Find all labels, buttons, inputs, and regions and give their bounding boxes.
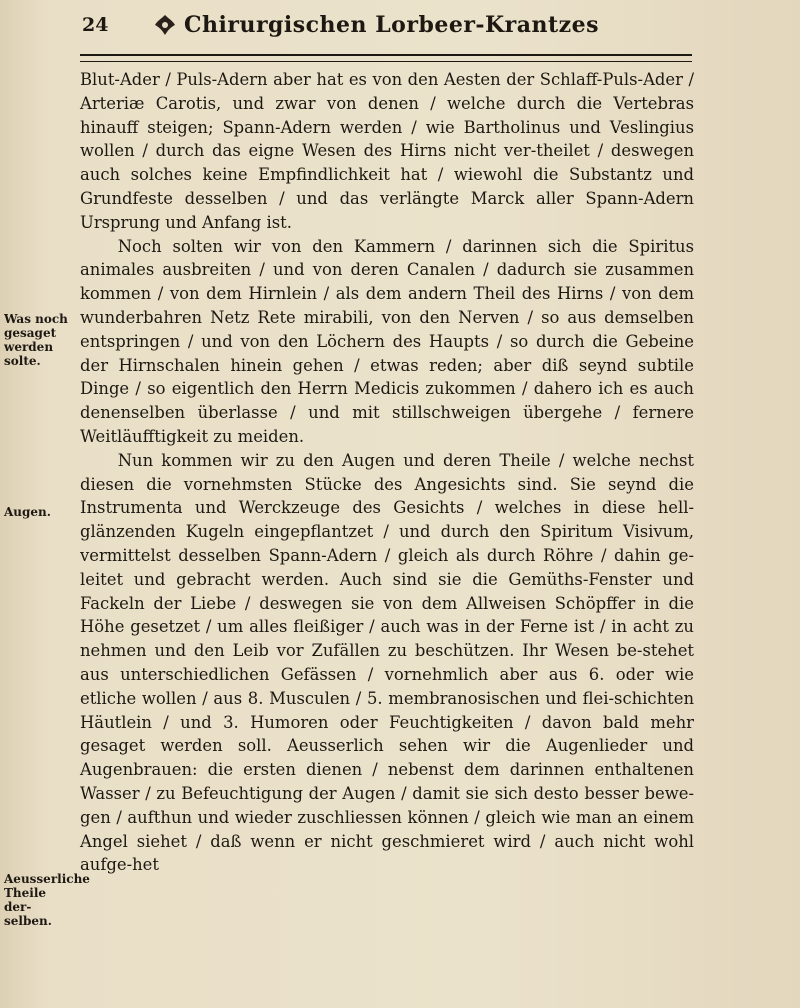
margin-note-augen: Augen. [4,505,51,519]
paragraph-kammern: Noch solten wir von den Kammern / darinnen sich die Spiritus animales ausbreiten / und von deren Canalen / dadurch sie zusammen kommen / von dem Hirnlein / als dem andern Theil des Hirns / von dem wunderbahren Netz Rete mirabili, von den Nerven / so aus demselben entspringen / und von den Löchern des Haupts / so durch die Gebeine der Hirnschalen hinein gehen / etwas reden; aber diß seynd subtile Dinge / so eigentlich den Herrn Medicis zukommen / dahero ich es auch denenselben überlasse / und mit stillschweigen übergehe / fernere Weitläufftigkeit zu meiden. [80,236,694,446]
paragraph-blut-ader: Blut-Ader / Puls-Adern aber hat es von den Aesten der Schlaff-Puls-Ader / Arteriæ Carotis, und zwar von denen / welche durch die Vertebras hinauff steigen; Spann-Adern werden / wie Bartholinus und Veslingius wollen / durch das eigne Wesen des Hirns nicht ver-theilet / deswegen auch solches keine Empfindlichkeit hat / wiewohl die Substantz und Grundfeste desselben / und das verlängte Marck aller Spann-Adern Ursprung und Anfang ist. [80,70,694,232]
header-rule [80,54,692,62]
paragraph-augen: Nun kommen wir zu den Augen und deren Theile / welche nechst diesen die vornehmsten Stücke des Angesichts sind. Sie seynd die Instrumenta und Werckzeuge des Gesichts / welches in diese hell-glänzenden Kugeln eingepflantzet / und durch den Spiritum Visivum, vermittelst desselben Spann-Adern / gleich als durch Röhre / dahin ge-leitet und gebracht werden. Auch sind sie die Gemüths-Fenster und Fackeln der Liebe / deswegen sie von dem Allweisen Schöpffer in die Höhe gesetzet / um alles fleißiger / auch was in der Ferne ist / in acht zu nehmen und den Leib vor Zufällen zu beschützen. Ihr Wesen be-stehet aus unterschiedlichen Gefässen / vornehmlich aber aus 6. oder wie etliche wollen / aus 8. Musculen / 5. membranosischen und flei-schichten Häutlein / und 3. Humoren oder Feuchtigkeiten / davon bald mehr gesaget werden soll. Aeusserlich sehen wir die Augenlieder und Augenbrauen: die ersten dienen / nebenst dem darinnen enthaltenen Wasser / zu Befeuchtigung der Augen / damit sie sich desto besser bewe-gen / aufthun und wieder zuschliessen können / gleich wie man an einem Angel siehet / daß wenn er nicht geschmieret wird / auch nicht wohl aufge-het [80,450,694,875]
running-head: Chirurgischen Lorbeer-Krantzes [184,12,600,38]
body-text [80,68,694,877]
fleuron-ornament-icon [153,13,177,37]
margin-note-aeusserliche: Aeusserliche Theile der-selben. [4,872,90,928]
margin-note-gesaget: Was noch gesaget werden solte. [4,312,68,368]
page-number: 24 [82,14,109,36]
page-header [0,10,800,50]
